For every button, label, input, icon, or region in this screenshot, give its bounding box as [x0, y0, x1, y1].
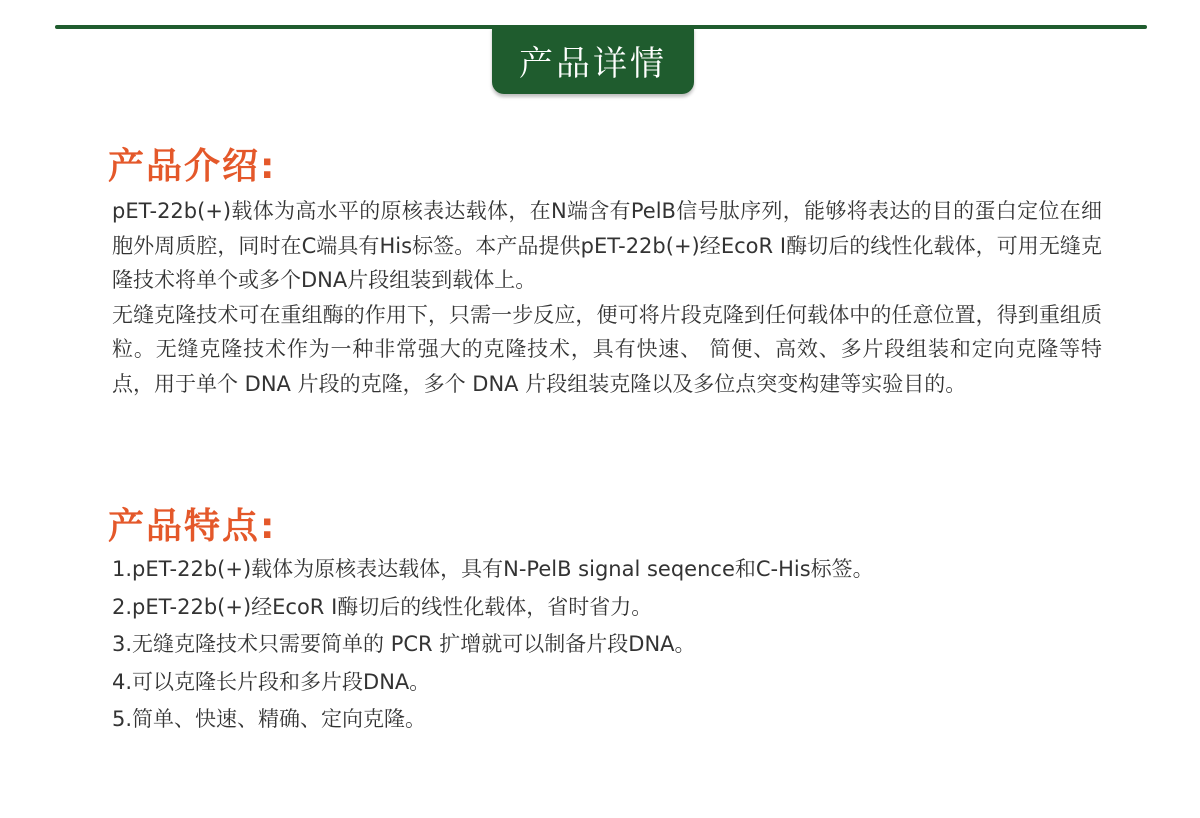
intro-paragraph: pET-22b(+)载体为高水平的原核表达载体，在N端含有PelB信号肽序列，能够将表达的目的蛋白定位在细胞外周质腔，同时在C端具有His标签。本产品提供pET-22b(+)经EcoR Ⅰ酶切后的线性化载体，可用无缝克隆技术将单个或多个DNA片段组装到载体上。 — [112, 199, 1102, 292]
page-title: 产品详情 — [519, 44, 667, 84]
intro-body — [112, 194, 1102, 401]
feature-item: 3.无缝克隆技术只需要简单的 PCR 扩增就可以制备片段DNA。 — [112, 632, 696, 656]
header-tab — [492, 27, 694, 94]
feature-item: 5.简单、快速、精确、定向克隆。 — [112, 707, 427, 731]
feature-item: 2.pET-22b(+)经EcoR Ⅰ酶切后的线性化载体，省时省力。 — [112, 594, 653, 619]
feature-item: 4.可以克隆长片段和多片段DNA。 — [112, 669, 431, 694]
intro-paragraph: 无缝克隆技术可在重组酶的作用下，只需一步反应，便可将片段克隆到任何载体中的任意位置，得到重组质粒。无缝克隆技术作为一种非常强大的克隆技术，具有快速、 简便、高效、多片段组装和定向克隆等特点，用于单个 DNA 片段的克隆，多个 DNA 片段组装克隆以及多位点突变构建等实验目的。 — [112, 302, 1102, 396]
features-heading: 产品特点: — [108, 506, 277, 547]
features-list — [112, 552, 1102, 740]
intro-heading: 产品介绍: — [108, 146, 277, 187]
feature-item: 1.pET-22b(+)载体为原核表达载体，具有N-PelB signal seqence和C-His标签。 — [112, 557, 874, 581]
